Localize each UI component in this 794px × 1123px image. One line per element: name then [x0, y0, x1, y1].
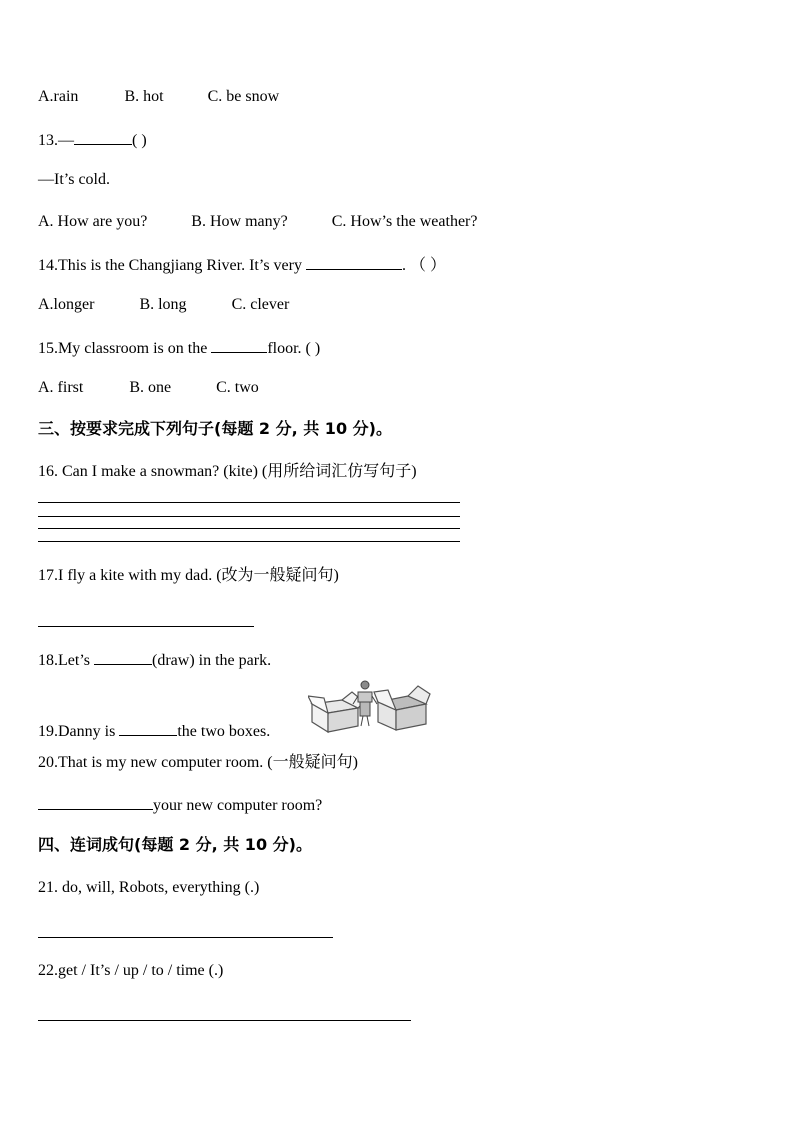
q16-answer-line-4[interactable] [38, 541, 460, 542]
q13-reply: —It’s cold. [38, 171, 110, 188]
q15-option-c: C. two [216, 379, 259, 396]
q13-paren: ( ) [132, 132, 147, 149]
q15-options [38, 378, 259, 398]
q21-question: 21. do, will, Robots, everything (.) [38, 879, 260, 896]
right-box-icon [374, 686, 430, 730]
q18-suffix: (draw) in the park. [152, 652, 272, 669]
q14-options [38, 295, 289, 315]
q12-options [38, 87, 279, 107]
q13-option-a: A. How are you? [38, 213, 148, 230]
q14-prefix: 14.This is the Changjiang River. It’s very [38, 257, 302, 274]
q19-prefix: 19.Danny is [38, 723, 116, 740]
q15-option-a: A. first [38, 379, 84, 396]
q13-options [38, 212, 477, 232]
q13-answer-blank[interactable] [74, 129, 132, 145]
section-4-title: 四、连词成句(每题 2 分, 共 10 分)。 [38, 835, 312, 854]
q18-question [38, 649, 271, 671]
q12-option-b: B. hot [124, 88, 164, 105]
q14-option-a: A.longer [38, 296, 95, 313]
q13-option-b: B. How many? [191, 213, 288, 230]
q14-option-b: B. long [139, 296, 187, 313]
q14-option-c: C. clever [231, 296, 290, 313]
q19-answer-blank[interactable] [119, 720, 177, 736]
q22-answer-line[interactable] [38, 1020, 411, 1021]
q20-question: 20.That is my new computer room. (一般疑问句) [38, 754, 358, 771]
q20-answer-blank[interactable] [38, 794, 153, 810]
q12-option-c: C. be snow [207, 88, 280, 105]
q20-answer [38, 794, 322, 816]
q21-answer-line[interactable] [38, 937, 333, 938]
q16-answer-line-2[interactable] [38, 516, 460, 517]
q15-prefix: 15.My classroom is on the [38, 340, 208, 357]
section-3-title: 三、按要求完成下列句子(每题 2 分, 共 10 分)。 [38, 419, 392, 438]
q14-answer-blank[interactable] [306, 254, 402, 270]
q14-suffix: . （ ） [401, 257, 446, 274]
q17-answer-line[interactable] [38, 626, 254, 627]
q16-question: 16. Can I make a snowman? (kite) (用所给词汇仿写句子) [38, 463, 417, 480]
q16-answer-line-1[interactable] [38, 502, 460, 503]
q19-suffix: the two boxes. [177, 723, 271, 740]
q12-option-a: A.rain [38, 88, 79, 105]
q19-question [38, 720, 270, 742]
q20-answer-suffix: your new computer room? [153, 797, 323, 814]
q18-answer-blank[interactable] [94, 649, 152, 665]
q15-question [38, 337, 320, 359]
q13-prefix: 13.— [38, 132, 74, 149]
q14-question [38, 254, 446, 276]
boxes-illustration [308, 680, 432, 736]
q22-question: 22.get / It’s / up / to / time (.) [38, 962, 224, 979]
q15-option-b: B. one [129, 379, 172, 396]
q15-suffix: floor. ( ) [267, 340, 321, 357]
q13-question [38, 129, 147, 151]
q16-answer-line-3[interactable] [38, 528, 460, 529]
q18-prefix: 18.Let’s [38, 652, 90, 669]
left-box-icon [308, 692, 364, 732]
q15-answer-blank[interactable] [211, 337, 267, 353]
q13-option-c: C. How’s the weather? [331, 213, 478, 230]
q17-question: 17.I fly a kite with my dad. (改为一般疑问句) [38, 567, 339, 584]
